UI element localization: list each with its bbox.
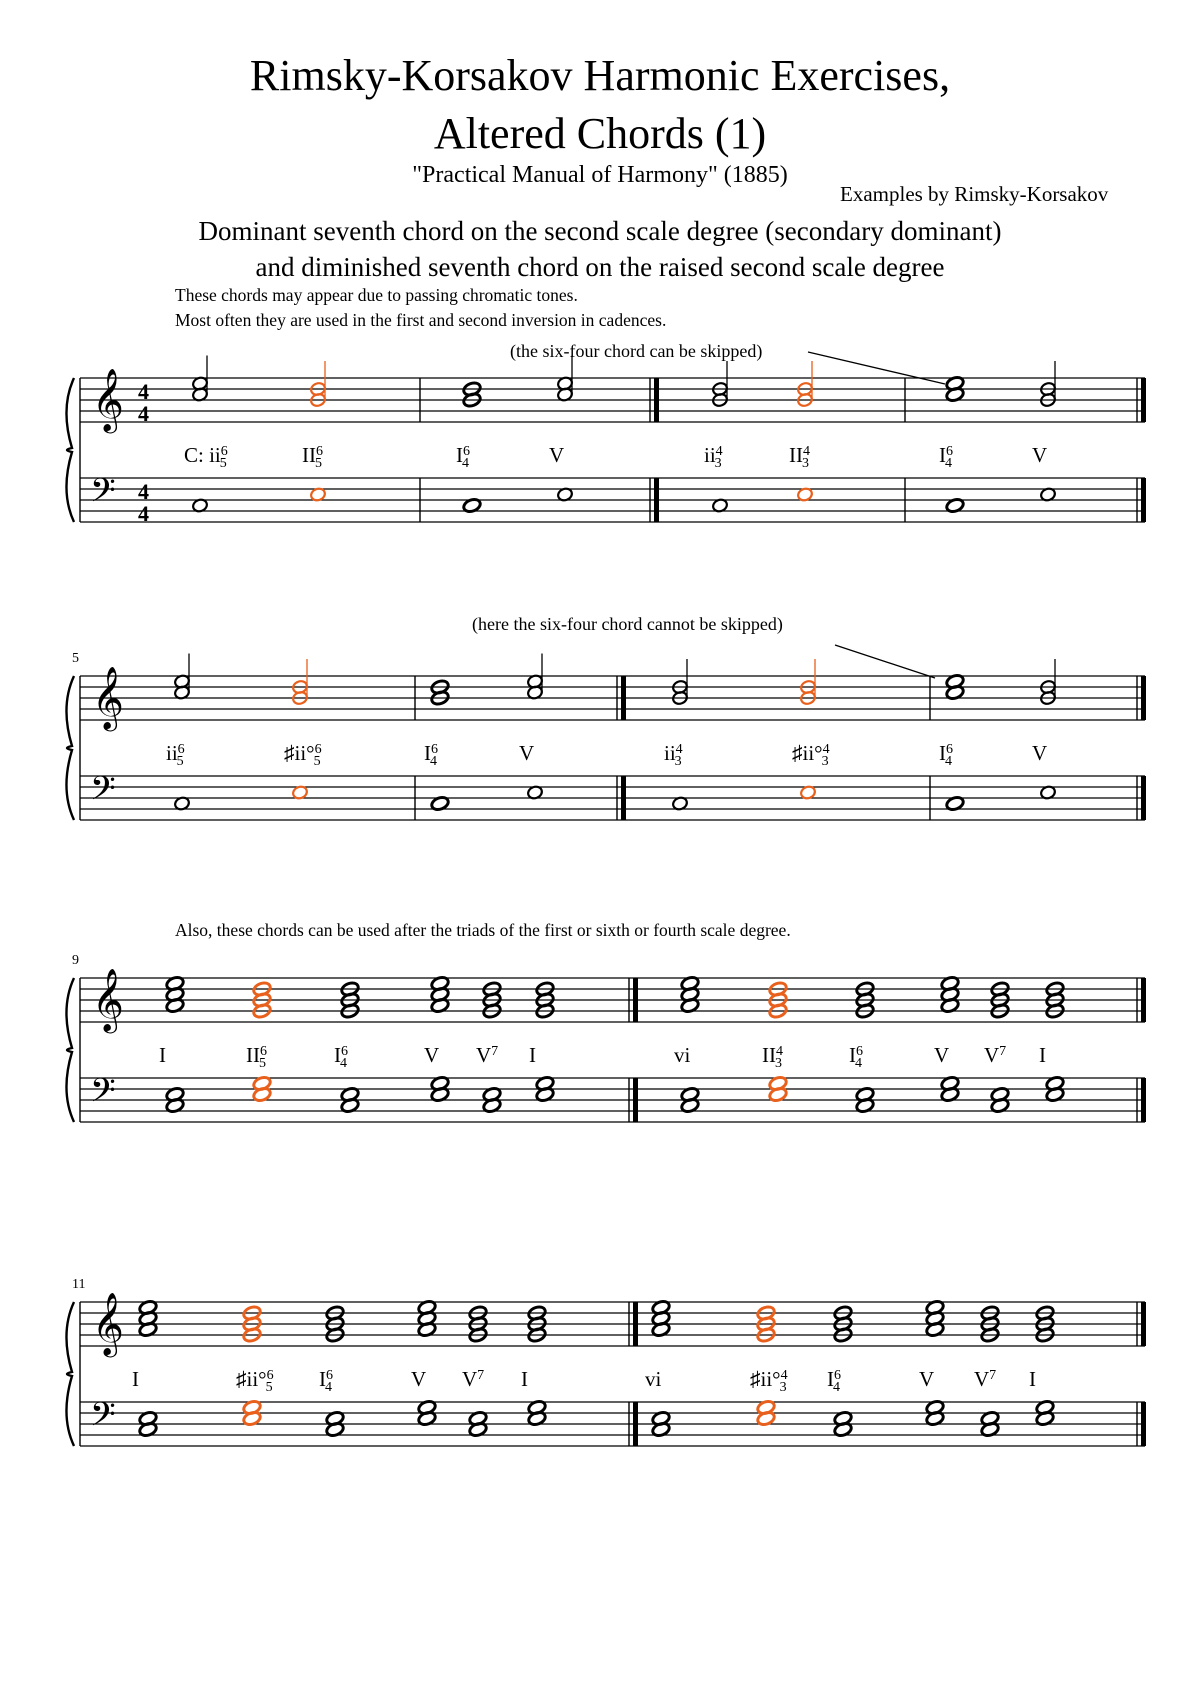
figure-lower: 4 [325, 1380, 332, 1395]
chord-degree: V [411, 1367, 427, 1391]
chord-figure [939, 443, 953, 471]
barline [621, 776, 626, 820]
chord-degree: vi [645, 1367, 662, 1391]
time-signature-top: 4 [138, 479, 149, 504]
final-barline [1141, 776, 1146, 820]
chord-figure [1029, 1367, 1036, 1391]
chord-figure [411, 1367, 426, 1391]
barline [633, 1302, 638, 1346]
barline [621, 676, 626, 720]
instruction-note-1: These chords may appear due to passing chromatic tones. [175, 285, 578, 305]
chord-degree: I [456, 443, 463, 467]
title-line-2: Altered Chords (1) [433, 109, 767, 158]
chord-figure [984, 1043, 1006, 1067]
chord-degree: I [334, 1043, 341, 1067]
chord-figure [789, 443, 810, 471]
figure-lower: 4 [430, 754, 437, 769]
bass-clef: 𝄢 [90, 1072, 116, 1118]
chord-degree: V [1032, 741, 1048, 765]
chord-figure [849, 1043, 863, 1071]
figure-lower: 5 [219, 456, 227, 471]
time-signature-top: 4 [138, 379, 149, 404]
chord-figure [1032, 741, 1047, 765]
measure-number: 9 [72, 953, 79, 968]
chord-degree: I [939, 443, 946, 467]
chord-figure [319, 1367, 333, 1395]
chord-figure [974, 1367, 996, 1391]
chord-degree: I [424, 741, 431, 765]
chord-degree: C: ii [184, 443, 221, 467]
figure-lower: 3 [674, 754, 682, 769]
chord-figure [919, 1367, 934, 1391]
chord-degree: I [132, 1367, 139, 1391]
figure-upper: 6 [431, 742, 438, 757]
chord-figure [827, 1367, 841, 1395]
figure-upper: 4 [776, 1044, 783, 1059]
chord-figure [1032, 443, 1047, 467]
chord-figure [334, 1043, 348, 1071]
chord-figure [934, 1043, 949, 1067]
chord-figure [1039, 1043, 1046, 1067]
chord-figure [159, 1043, 166, 1067]
chord-figure [792, 741, 830, 769]
final-barline [1141, 978, 1146, 1022]
chord-degree: II [246, 1043, 260, 1067]
chord-degree: ♯ii° [792, 741, 823, 765]
annotation-leader [808, 352, 945, 384]
figure-lower: 3 [714, 456, 722, 471]
time-signature-bottom: 4 [138, 501, 149, 526]
bass-clef: 𝄢 [90, 1396, 116, 1442]
chord-figure [704, 443, 723, 471]
chord-degree: V [984, 1043, 1000, 1067]
figure-upper: 4 [675, 742, 683, 757]
figure-lower: 5 [315, 456, 322, 471]
chord-figure [519, 741, 534, 765]
figure-lower: 5 [265, 1380, 273, 1395]
annotation-six-four-can-skip: (the six-four chord can be skipped) [510, 341, 763, 361]
chord-degree: I [319, 1367, 326, 1391]
chord-degree: I [1039, 1043, 1046, 1067]
figure-upper: 6 [260, 1044, 267, 1059]
bass-clef: 𝄢 [90, 770, 116, 816]
measure-number: 11 [72, 1277, 86, 1292]
figure-lower: 5 [313, 754, 321, 769]
brace [66, 978, 74, 1122]
figure-upper: 6 [856, 1044, 863, 1059]
figure-upper: 6 [177, 742, 185, 757]
chord-figure [424, 741, 438, 769]
title-line-1: Rimsky-Korsakov Harmonic Exercises, [249, 51, 951, 100]
figure-upper: 7 [477, 1368, 485, 1383]
chord-figure [476, 1043, 498, 1067]
brace [66, 1302, 74, 1446]
figure-lower: 3 [821, 754, 829, 769]
section-heading-line-2: and diminished seventh chord on the raised second scale degree [255, 252, 945, 282]
figure-lower: 4 [945, 456, 952, 471]
barline [633, 1402, 638, 1446]
figure-lower: 5 [176, 754, 184, 769]
figure-upper: 6 [341, 1044, 348, 1059]
chord-degree: V [462, 1367, 478, 1391]
figure-upper: 4 [822, 742, 830, 757]
figure-upper: 6 [834, 1368, 841, 1383]
annotation-six-four-cannot-skip: (here the six-four chord cannot be skipped) [472, 614, 783, 634]
instruction-note-2: Most often they are used in the first and second inversion in cadences. [175, 310, 667, 330]
chord-figure [246, 1043, 267, 1071]
chord-degree: ii [664, 741, 676, 765]
chord-degree: vi [674, 1043, 691, 1067]
final-barline [1141, 1302, 1146, 1346]
figure-upper: 6 [946, 742, 953, 757]
bass-clef: 𝄢 [90, 472, 116, 518]
chord-degree: I [849, 1043, 856, 1067]
chord-degree: V [519, 741, 535, 765]
figure-upper: 4 [715, 444, 723, 459]
barline [633, 978, 638, 1022]
time-signature-bottom: 4 [138, 401, 149, 426]
chord-degree: V [934, 1043, 950, 1067]
chord-figure [549, 443, 564, 467]
final-barline [1141, 1078, 1146, 1122]
chord-degree: V [1032, 443, 1048, 467]
brace [66, 378, 74, 522]
chord-degree: ii [704, 443, 716, 467]
figure-upper: 7 [999, 1044, 1007, 1059]
figure-upper: 4 [803, 444, 810, 459]
figure-lower: 3 [779, 1380, 787, 1395]
chord-figure [424, 1043, 439, 1067]
figure-upper: 6 [463, 444, 470, 459]
barline [633, 1078, 638, 1122]
figure-upper: 6 [316, 444, 323, 459]
barline [654, 378, 659, 422]
brace [66, 676, 74, 820]
chord-degree: V [549, 443, 565, 467]
treble-clef: 𝄞 [92, 368, 124, 431]
chord-figure [166, 741, 185, 769]
chord-degree: I [529, 1043, 536, 1067]
chord-figure [521, 1367, 528, 1391]
figure-upper: 6 [266, 1368, 274, 1383]
chord-degree: I [1029, 1367, 1036, 1391]
figure-upper: 4 [780, 1368, 788, 1383]
chord-figure [456, 443, 470, 471]
figure-upper: 6 [314, 742, 322, 757]
figure-upper: 6 [946, 444, 953, 459]
chord-figure [762, 1043, 783, 1071]
final-barline [1141, 676, 1146, 720]
chord-figure [674, 1043, 691, 1067]
chord-degree: I [827, 1367, 834, 1391]
chord-figure [132, 1367, 139, 1391]
treble-clef: 𝄞 [92, 968, 124, 1031]
barline [654, 478, 659, 522]
chord-figure [184, 443, 228, 471]
figure-lower: 4 [855, 1056, 862, 1071]
figure-upper: 7 [989, 1368, 997, 1383]
composer-credit: Examples by Rimsky-Korsakov [840, 182, 1109, 206]
final-barline [1141, 478, 1146, 522]
chord-degree: II [302, 443, 316, 467]
chord-figure [302, 443, 323, 471]
figure-upper: 6 [326, 1368, 333, 1383]
chord-degree: V [476, 1043, 492, 1067]
figure-lower: 3 [802, 456, 809, 471]
chord-figure [645, 1367, 662, 1391]
chord-degree: I [159, 1043, 166, 1067]
final-barline [1141, 378, 1146, 422]
figure-upper: 6 [220, 444, 228, 459]
figure-lower: 5 [259, 1056, 266, 1071]
measure-number: 5 [72, 651, 79, 666]
chord-degree: ♯ii° [284, 741, 315, 765]
chord-figure [284, 741, 322, 769]
chord-figure [750, 1367, 788, 1395]
systems-layer [66, 352, 1146, 1446]
treble-clef: 𝄞 [92, 1292, 124, 1355]
chord-degree: ♯ii° [750, 1367, 781, 1391]
treble-clef: 𝄞 [92, 666, 124, 729]
figure-lower: 3 [775, 1056, 782, 1071]
chord-degree: ♯ii° [236, 1367, 267, 1391]
figure-lower: 4 [833, 1380, 840, 1395]
figure-upper: 7 [491, 1044, 499, 1059]
chord-figure [939, 741, 953, 769]
chord-degree: ii [166, 741, 178, 765]
chord-figure [236, 1367, 274, 1395]
chord-figure [462, 1367, 484, 1391]
chord-degree: I [521, 1367, 528, 1391]
chord-degree: I [939, 741, 946, 765]
chord-degree: II [762, 1043, 776, 1067]
annotation-leader [835, 645, 935, 678]
subtitle: "Practical Manual of Harmony" (1885) [412, 162, 788, 188]
instruction-note-3: Also, these chords can be used after the triads of the first or sixth or fourth scale degree. [175, 920, 791, 940]
figure-lower: 4 [945, 754, 952, 769]
final-barline [1141, 1402, 1146, 1446]
chord-degree: V [974, 1367, 990, 1391]
chord-degree: V [919, 1367, 935, 1391]
chord-degree: V [424, 1043, 440, 1067]
chord-figure [529, 1043, 536, 1067]
chord-figure [664, 741, 683, 769]
section-heading-line-1: Dominant seventh chord on the second scale degree (secondary dominant) [198, 216, 1002, 246]
chord-degree: II [789, 443, 803, 467]
figure-lower: 4 [462, 456, 469, 471]
figure-lower: 4 [340, 1056, 347, 1071]
